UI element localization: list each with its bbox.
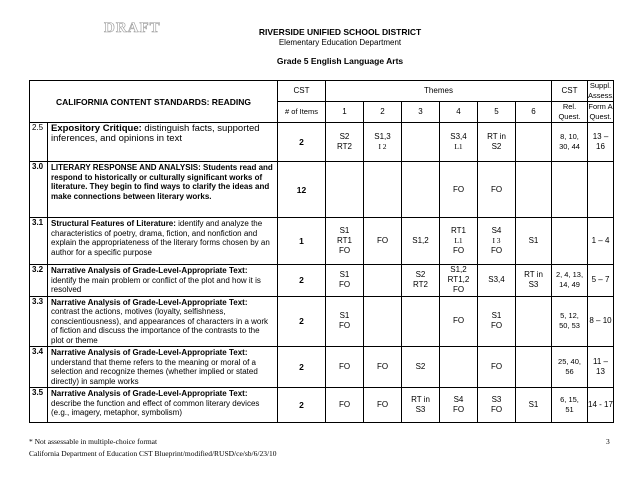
form-a-cell [588,123,614,162]
theme-6-cell [516,123,552,162]
theme-5-cell [478,123,516,162]
theme-3-cell [402,123,440,162]
num-items-cell-line: 1 [299,236,304,246]
standard-description [48,218,278,265]
theme-4-cell-line: FO [452,285,465,295]
standard-title: Narrative Analysis of Grade-Level-Appropriate Text: [51,266,248,275]
standard-title: Expository Critique: [51,123,142,134]
theme-2-cell-line: FO [376,400,389,409]
theme-3-cell [402,265,440,297]
source-line: California Department of Education CST Blueprint/modified/RUSD/ce/sb/6/23/10 [29,449,277,458]
theme-2-cell [364,123,402,162]
standard-text: understand that theme refers to the meaning or moral of a selection and recognize themes (whether implied or stated directly) in sample works [51,357,258,386]
rel-quest-cell-line: 50, 53 [559,321,580,331]
theme-2-cell-line: FO [376,362,389,371]
standard-title: Narrative Analysis of Grade-Level-Appropriate Text: [51,389,248,398]
theme-5-cell-line: S1 [491,311,502,321]
theme-3-cell [402,218,440,265]
theme-1-cell-line: FO [338,280,351,290]
form-a-cell-line: 14 - 17 [588,400,613,409]
theme-6-cell [516,162,552,218]
theme-1-cell [326,296,364,347]
theme-4-cell-line: FO [452,316,465,326]
standard-description [48,347,278,388]
blueprint-table [29,80,614,423]
theme-2-cell [364,265,402,297]
theme-1-cell-line: FO [338,246,351,255]
standard-description [48,296,278,347]
table-row [30,123,614,162]
rel-quest-cell [552,347,588,388]
theme-1-cell-line: FO [338,321,351,331]
rel-quest-cell [552,265,588,297]
theme-6-cell [516,296,552,347]
theme-6-cell-line: S1 [528,400,539,409]
standard-number [30,347,48,388]
standard-title: LITERARY RESPONSE AND ANALYSIS: Students read and respond to historically or culturally significant works of literature. They begin to find ways to clarify the ideas and make connections between literary works. [51,163,273,201]
theme-5-cell-line: I 3 [492,236,501,245]
rel-quest-cell [552,296,588,347]
header-row-1 [30,81,614,102]
rel-quest-header: Rel. Quest. [552,102,588,123]
standard-number-text: 3.4 [32,347,44,356]
theme-6-cell [516,218,552,265]
theme-6-cell [516,347,552,388]
rel-quest-cell [552,218,588,265]
theme-6-cell [516,265,552,297]
theme-1-cell [326,162,364,218]
theme-4-cell-line: S1,2 [450,265,467,275]
theme-3-cell-line: RT2 [413,280,428,290]
num-items-cell-line: 12 [296,184,307,195]
suppl-assess-header: Suppl. Assess. [588,81,615,100]
standard-number-text: 3.5 [32,388,44,397]
rel-quest-cell-line: 5, 12, [560,311,579,321]
table-row [30,388,614,423]
standards-header: CALIFORNIA CONTENT STANDARDS: READING [30,81,278,123]
theme-4-cell [440,265,478,297]
theme-6-cell-line: S3 [528,280,539,290]
theme-col-5: 5 [478,102,516,123]
theme-2-cell-line: FO [376,236,389,245]
theme-1-cell-line: S1 [339,270,350,280]
theme-5-cell-line: FO [490,321,503,331]
theme-1-cell-line: FO [338,400,351,409]
theme-2-cell [364,296,402,347]
standard-description [48,123,278,162]
rel-quest-cell [552,162,588,218]
standard-title: Structural Features of Literature: [51,219,176,228]
theme-3-cell [402,388,440,423]
theme-5-cell-line: S3 [491,395,502,404]
rel-quest-cell [552,388,588,423]
theme-1-cell-line: FO [338,362,351,371]
theme-3-cell-line: S2 [415,270,426,280]
num-items-cell [278,123,326,162]
standard-text: identify and analyze the characteristics of poetry, drama, fiction, and nonfiction and explain the appropriateness of the literary forms chosen by an author for a specific purpose [51,219,270,257]
num-items-cell [278,218,326,265]
rel-quest-cell-line: 51 [565,405,574,414]
cst-header-2: CST [552,81,588,102]
theme-4-cell-line: L1 [454,236,463,245]
standard-description [48,162,278,218]
theme-2-cell [364,347,402,388]
standard-number [30,388,48,423]
rel-quest-cell-line: 2, 4, 13, [555,270,584,280]
theme-4-cell [440,123,478,162]
theme-1-cell [326,388,364,423]
theme-4-cell-line: L1 [454,142,463,151]
standard-number-text: 3.2 [32,265,44,274]
theme-4-cell-line: FO [452,405,465,414]
theme-1-cell-line: RT2 [337,142,352,151]
theme-4-cell [440,347,478,388]
num-items-cell-line: 2 [299,275,304,286]
theme-4-cell [440,388,478,423]
table-row [30,296,614,347]
form-a-cell [588,388,614,423]
theme-col-6: 6 [516,102,552,123]
form-a-cell [588,347,614,388]
draft-watermark: DRAFT [104,20,161,36]
rel-quest-cell-line: 56 [565,367,574,376]
standard-text: identify the main problem or conflict of the plot and how it is resolved [51,275,261,294]
theme-5-cell [478,347,516,388]
form-a-cell-line: 1 – 4 [591,236,610,245]
theme-2-cell [364,162,402,218]
theme-6-cell-line: S1 [528,236,539,245]
rel-quest-cell-line: 6, 15, [560,395,579,404]
standard-title: Narrative Analysis of Grade-Level-Appropriate Text: [51,297,248,307]
standard-description [48,388,278,423]
form-a-cell [588,265,614,297]
theme-col-3: 3 [402,102,440,123]
theme-5-cell [478,162,516,218]
table-row [30,218,614,265]
theme-5-cell [478,296,516,347]
theme-1-cell-line: S1 [339,226,350,235]
theme-5-cell-line: FO [490,184,503,194]
theme-col-2: 2 [364,102,402,123]
theme-3-cell [402,162,440,218]
rel-quest-cell-line: 25, 40, [558,357,581,366]
theme-5-cell [478,388,516,423]
theme-4-cell-line: FO [452,246,465,255]
num-items-cell [278,162,326,218]
district-name: RIVERSIDE UNIFIED SCHOOL DISTRICT [258,27,422,37]
num-items-cell-line: 2 [299,362,304,372]
theme-1-cell [326,218,364,265]
theme-1-cell-line: RT1 [337,236,352,245]
theme-3-cell [402,347,440,388]
table-row [30,265,614,297]
num-items-cell [278,265,326,297]
form-a-cell [588,218,614,265]
rel-quest-cell-line: 14, 49 [559,280,580,290]
rel-quest-cell-line: 8, 10, [560,132,579,141]
standard-number-text: 3.1 [32,218,44,227]
form-a-header: Form A Quest. [588,102,613,121]
form-a-cell-line: 13 – 16 [592,132,609,151]
theme-5-cell-line: S2 [491,142,502,151]
theme-5-cell-line: RT in [487,132,506,141]
theme-4-cell-line: RT1,2 [447,275,470,285]
theme-2-cell-line: I 2 [378,142,387,151]
table-row [30,162,614,218]
rel-quest-cell [552,123,588,162]
num-items-cell-line: 2 [299,400,304,410]
form-a-cell [588,162,614,218]
num-items-header: # of Items [278,102,326,123]
theme-1-cell-line: S1 [339,311,350,321]
standard-text: describe the function and effect of common literary devices (e.g., imagery, metaphor, symbolism) [51,398,260,417]
theme-3-cell [402,296,440,347]
theme-1-cell [326,347,364,388]
theme-col-1: 1 [326,102,364,123]
theme-3-cell-line: RT in [411,395,430,404]
standard-text: distinguish facts, supported inferences, and opinions in text [51,123,260,144]
form-a-cell-line: 11 – 13 [593,357,608,376]
theme-2-cell [364,388,402,423]
theme-3-cell-line: S2 [415,362,426,371]
standard-number-text: 3.0 [32,162,44,171]
page-number: 3 [606,437,610,446]
theme-5-cell-line: FO [490,405,503,414]
footnote: * Not assessable in multiple-choice format [29,437,158,446]
cst-header: CST [278,81,326,102]
theme-5-cell-line: S4 [491,226,502,235]
form-a-cell-line: 8 – 10 [589,316,612,326]
theme-5-cell-line: FO [490,362,503,371]
theme-2-cell [364,218,402,265]
theme-1-cell [326,123,364,162]
themes-header: Themes [326,81,552,102]
standard-number [30,162,48,218]
theme-5-cell-line: S3,4 [488,275,505,285]
theme-4-cell [440,162,478,218]
num-items-cell [278,388,326,423]
standard-text: contrast the actions, motives (loyalty, selfishness, conscientiousness), and appearances of characters in a work of fiction and discuss the importance of the contrasts to the plot or theme [51,307,269,345]
theme-4-cell-line: FO [452,184,465,194]
standard-number [30,296,48,347]
theme-4-cell-line: S4 [453,395,464,404]
rel-quest-cell-line: 30, 44 [559,142,580,151]
standard-number-text: 3.3 [32,296,44,306]
theme-2-cell-line: S1,3 [374,132,391,141]
theme-3-cell-line: S1,2 [412,236,429,245]
standard-title: Narrative Analysis of Grade-Level-Appropriate Text: [51,348,248,357]
standard-number-text: 2.5 [32,123,44,132]
standard-number [30,123,48,162]
standard-description [48,265,278,297]
num-items-cell-line: 2 [299,137,304,147]
standard-number [30,218,48,265]
theme-6-cell-line: RT in [524,270,543,280]
theme-4-cell [440,296,478,347]
theme-5-cell-line: FO [490,246,503,255]
form-a-cell [588,296,614,347]
theme-5-cell [478,218,516,265]
page-title: Grade 5 English Language Arts [276,56,404,66]
theme-4-cell-line: S3,4 [450,132,467,141]
theme-1-cell-line: S2 [339,132,350,141]
theme-4-cell-line: RT1 [451,226,466,235]
num-items-cell-line: 2 [299,316,304,327]
theme-1-cell [326,265,364,297]
table-row [30,347,614,388]
num-items-cell [278,296,326,347]
form-a-cell-line: 5 – 7 [591,275,610,285]
department-name: Elementary Education Department [278,38,402,47]
theme-3-cell-line: S3 [415,405,426,414]
theme-6-cell [516,388,552,423]
num-items-cell [278,347,326,388]
theme-4-cell [440,218,478,265]
theme-col-4: 4 [440,102,478,123]
standard-number [30,265,48,297]
theme-5-cell [478,265,516,297]
